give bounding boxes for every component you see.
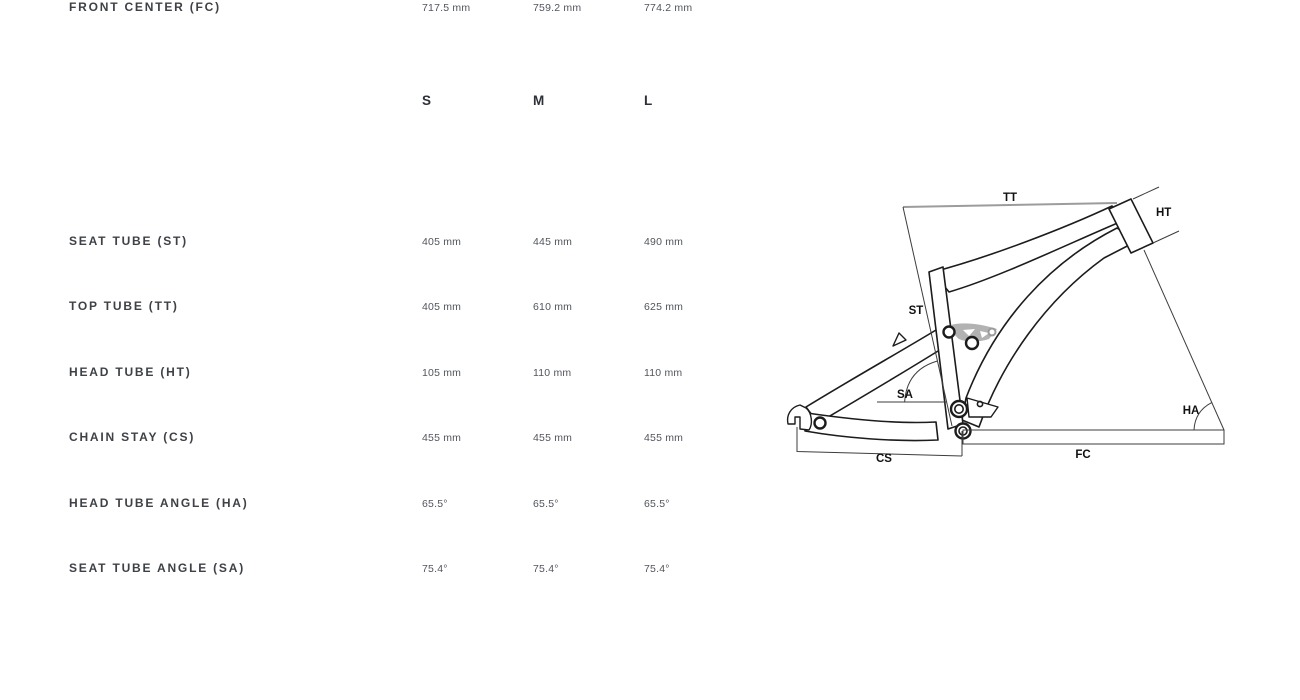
ha-label: HA <box>1182 405 1200 417</box>
cs-label: CS <box>876 453 892 465</box>
fc-label: FC <box>1075 449 1091 461</box>
front-center-value-s: 717.5 mm <box>422 2 471 14</box>
sa-label: SA <box>897 389 913 401</box>
chain-stay-value-m: 455 mm <box>533 432 573 444</box>
ht-tick-top <box>1133 187 1159 199</box>
seat-stay <box>806 327 951 423</box>
chain-stay-value-s: 455 mm <box>422 432 462 444</box>
front-center-value-l: 774.2 mm <box>644 2 693 14</box>
size-column-l: L <box>644 93 653 108</box>
head-tube-value-s: 105 mm <box>422 367 462 379</box>
top-tube-value-m: 610 mm <box>533 301 573 313</box>
seat-tube-value-l: 490 mm <box>644 236 684 248</box>
head-tube-angle-value-l: 65.5° <box>644 498 670 510</box>
top-tube-value-s: 405 mm <box>422 301 462 313</box>
bike-frame-drawing <box>788 199 1153 441</box>
size-column-m: M <box>533 93 545 108</box>
chain-stay-value-l: 455 mm <box>644 432 684 444</box>
ha-measure-line <box>1144 250 1224 430</box>
row-label-head-tube: HEAD TUBE (HT) <box>69 365 192 379</box>
rear-axle <box>815 418 826 429</box>
size-column-s: S <box>422 93 432 108</box>
head-tube-value-m: 110 mm <box>533 367 572 379</box>
head-tube-value-l: 110 mm <box>644 367 683 379</box>
head-tube-angle-value-s: 65.5° <box>422 498 448 510</box>
row-label-top-tube: TOP TUBE (TT) <box>69 299 179 313</box>
seat-tube-angle-value-l: 75.4° <box>644 563 670 575</box>
fc-measure-bar <box>963 430 1224 444</box>
row-label-head-tube-angle: HEAD TUBE ANGLE (HA) <box>69 496 249 510</box>
ht-label: HT <box>1156 207 1172 219</box>
seat-tube-angle-value-m: 75.4° <box>533 563 559 575</box>
st-label: ST <box>908 305 924 317</box>
seat-tube-angle-value-s: 75.4° <box>422 563 448 575</box>
seatstay-pivot <box>944 327 955 338</box>
seat-tube-value-s: 405 mm <box>422 236 462 248</box>
row-label-seat-tube-angle: SEAT TUBE ANGLE (SA) <box>69 561 245 575</box>
shock-pivot <box>966 337 978 349</box>
head-tube-angle-value-m: 65.5° <box>533 498 559 510</box>
main-pivot <box>951 401 967 417</box>
front-center-value-m: 759.2 mm <box>533 2 582 14</box>
row-label-chain-stay: CHAIN STAY (CS) <box>69 430 196 444</box>
seat-tube-value-m: 445 mm <box>533 236 573 248</box>
ht-tick-bottom <box>1153 231 1179 243</box>
top-tube-value-l: 625 mm <box>644 301 684 313</box>
rocker-pivot-small <box>989 329 996 336</box>
brake-mount-bump <box>893 333 906 346</box>
row-label-front-center: FRONT CENTER (FC) <box>69 0 221 14</box>
row-label-seat-tube: SEAT TUBE (ST) <box>69 234 188 248</box>
tt-label: TT <box>1002 192 1018 204</box>
